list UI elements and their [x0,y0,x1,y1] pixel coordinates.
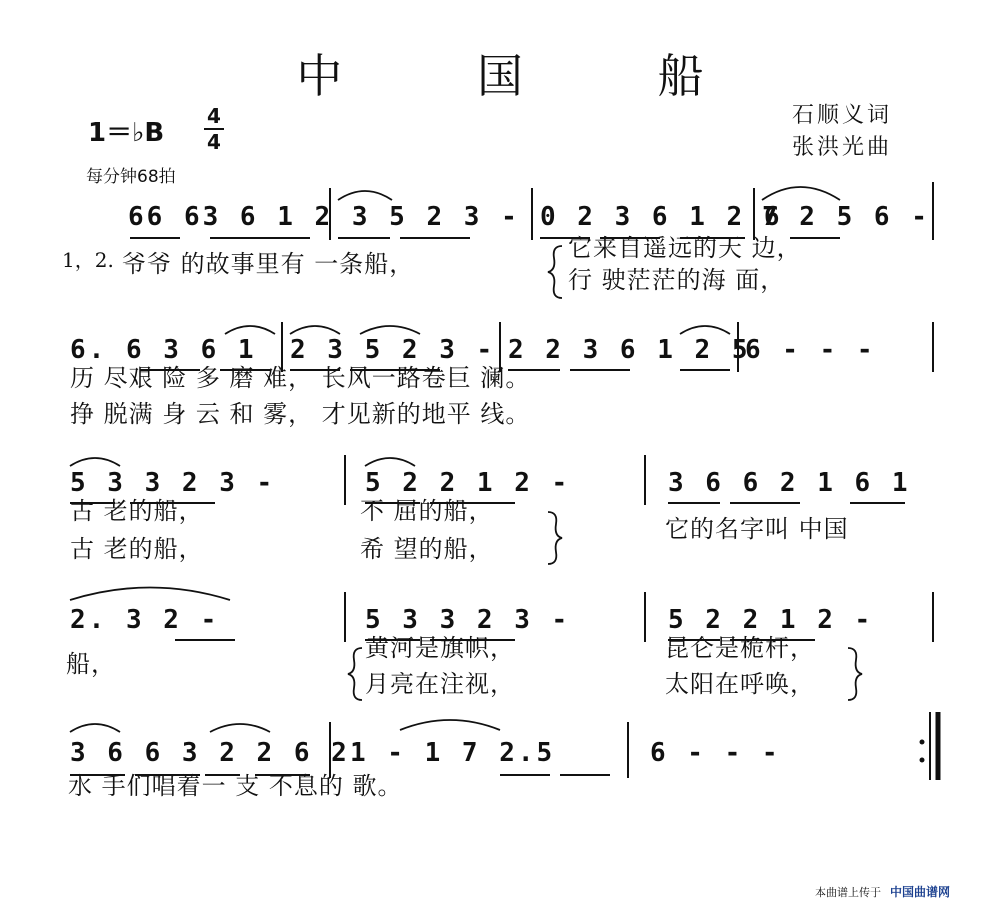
time-signature-bottom: 4 [207,130,221,154]
lyric-row1-line4: 行 驶茫茫的海 面， [568,266,786,294]
braces [348,246,862,700]
notes-row1-bar2: 0 2 3 6 1 2 6 [540,202,783,232]
tempo-marking: 每分钟68拍 [86,167,176,187]
beams [70,238,905,775]
repeat-dot [920,758,925,763]
repeat-dot [920,740,925,745]
page-title: 中 国 船 [296,49,764,103]
lyric-row1-line1: 1，2. [62,248,114,272]
notes-row1-bar3: 7 2 5 6 - [762,202,930,232]
lyric-row3-line5: 它的名字叫 中国 [665,515,849,543]
key-signature: 1＝♭B [88,118,165,148]
notes-row3-bar3: 3 6 6 2 1 6 1 [668,468,911,498]
lyric-row3-line4: 希 望的船， [360,535,494,563]
composer-credit: 张洪光曲 [792,135,893,160]
lyric-row2-line2: 挣 脱满 身 云 和 雾， 才见新的地平 线。 [70,400,531,428]
lyric-row2-line1: 历 尽艰 险 多 磨 难， 长风一路卷巨 澜。 [70,364,531,392]
notes-row4-bar3: 5 2 2 1 2 - [668,605,874,635]
lyric-row3-line3: 不 屈的船， [360,497,494,525]
notes-row5-bar3: 6 - - - [650,738,781,768]
lyric-row4-line2: 黄河是旗帜， [365,634,515,662]
notes-row5-bar1: 3 6 6 3 2 2 6 2 [70,738,350,768]
footer-text: 本曲谱上传于 [815,886,881,899]
notes-row5-bar2: 1 - 1 7 2.5 [350,738,556,768]
footer-logo: 中国曲谱网 [890,885,951,899]
notes-row2-bar4: 6 - - - [745,335,876,365]
slurs [70,187,840,732]
notes-row2-bar3: 2 2 3 6 1 2 5 [508,335,751,365]
notes-row1-bar1: 66 63 6 1 2 3 5 2 3 - [128,202,520,232]
lyric-row1-line3: 它来自遥远的天 边， [568,234,802,262]
lyricist-credit: 石顺义词 [792,103,893,128]
notes-row3-bar2: 5 2 2 1 2 - [365,468,571,498]
lyric-row3-line2: 古 老的船， [70,535,204,563]
lyric-row4-line5: 太阳在呼唤， [665,670,815,698]
time-signature-top: 4 [207,104,221,128]
lyric-row4-line4: 昆仑是桅杆， [665,634,815,662]
lyric-row1-line2: 爷爷 的故事里有 一条船， [122,250,415,278]
lyric-row5-line1: 水 手们唱着一 支 不息的 歌。 [68,772,403,800]
lyric-row4-line3: 月亮在注视， [365,670,515,698]
notes-row2-bar2: 2 3 5 2 3 - [290,335,496,365]
notes-row3-bar1: 5 3 3 2 3 - [70,468,276,498]
lyric-row4-line1: 船， [66,650,116,678]
notes-row2-bar1: 6. 6 3 6 1 [70,335,257,365]
notes-row4-bar1: 2. 3 2 - [70,605,220,635]
notes-row4-bar2: 5 3 3 2 3 - [365,605,571,635]
lyric-row3-line1: 古 老的船， [70,497,204,525]
